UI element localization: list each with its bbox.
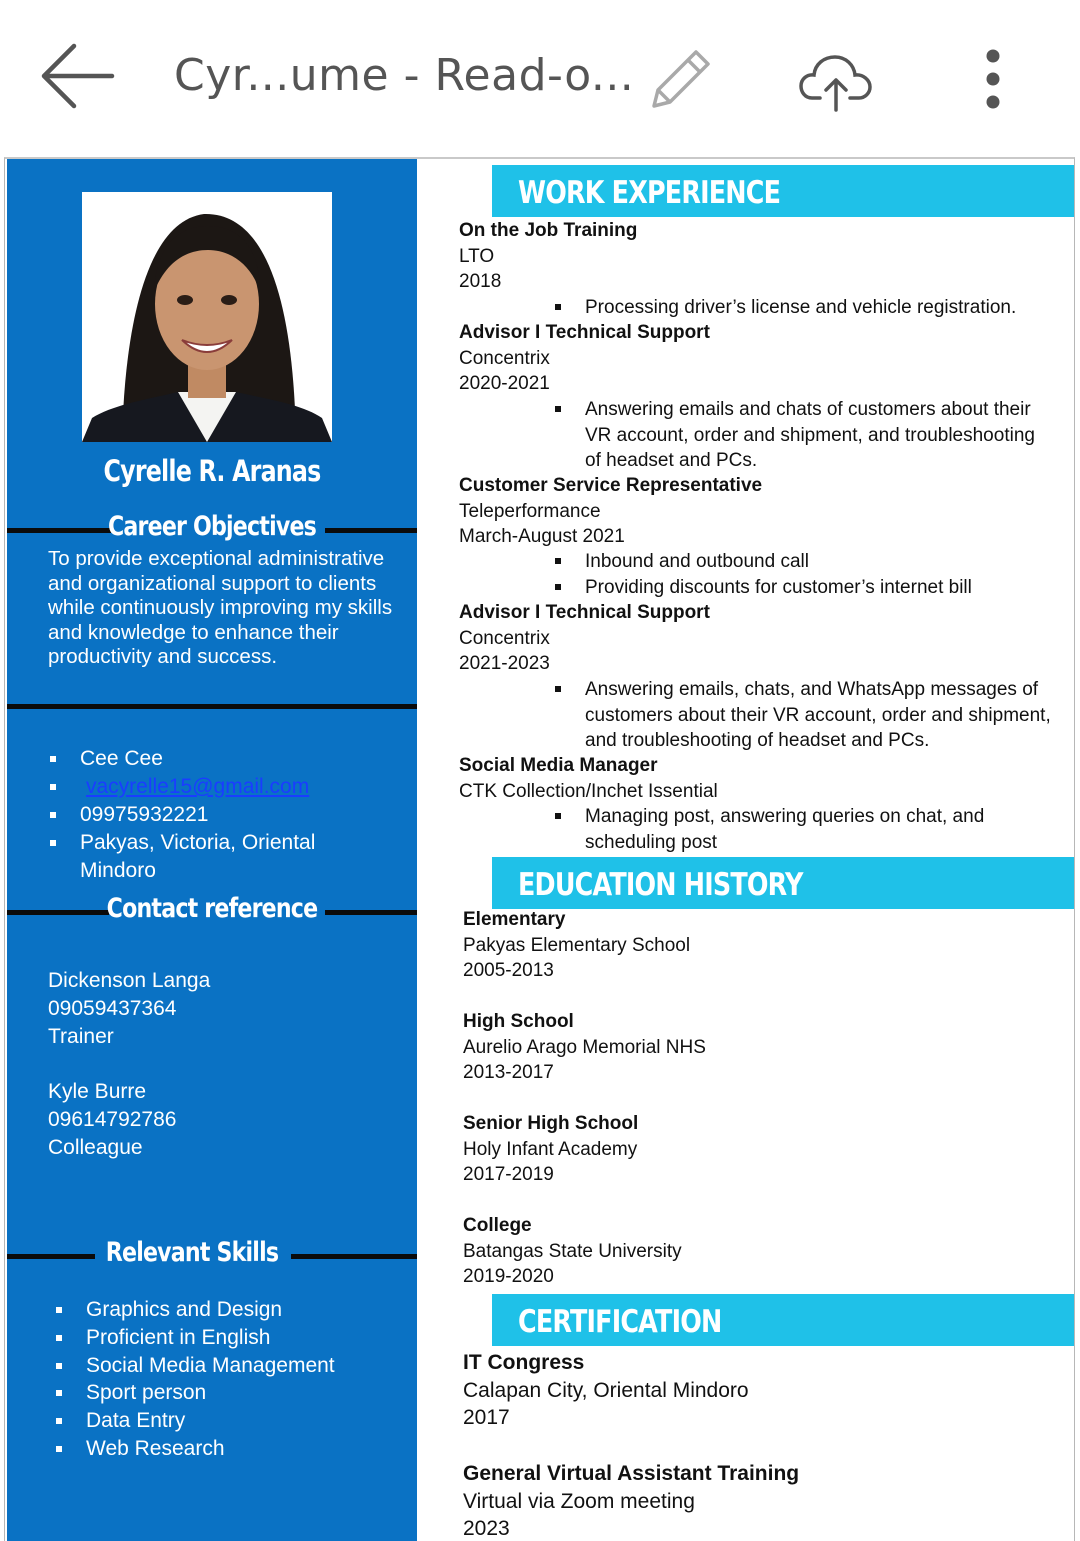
- job-title: Social Media Manager: [459, 755, 658, 776]
- job-company: Concentrix: [459, 627, 550, 649]
- job-company: CTK Collection/Inchet Issential: [459, 780, 718, 802]
- job-bullet-text: Answering emails and chats of customers about their VR account, order and shipment, and troubleshooting of headset and PCs.: [585, 399, 1035, 471]
- document-page[interactable]: [4, 157, 1075, 1541]
- education-entry: [463, 1111, 638, 1188]
- relevant-skills-heading: Relevant Skills: [105, 1237, 279, 1268]
- job-bullet: [585, 804, 1025, 855]
- bullet-square-icon: [555, 406, 561, 412]
- relevant-skills-header: [7, 1237, 417, 1277]
- education-level: Elementary: [463, 909, 566, 930]
- arrow-left-icon[interactable]: [40, 42, 116, 110]
- more-vertical-icon[interactable]: [976, 48, 1010, 110]
- education-entry: [463, 1213, 682, 1290]
- job-title: Customer Service Representative: [459, 475, 763, 496]
- skill-item: Web Research: [54, 1435, 394, 1463]
- reference-role: Trainer: [48, 1024, 114, 1048]
- work-entry: [459, 753, 718, 804]
- job-bullet: [585, 677, 1055, 754]
- work-entry: [459, 320, 710, 397]
- certification-entry: [463, 1349, 749, 1432]
- job-bullet: [585, 549, 1055, 575]
- work-experience-banner: [492, 165, 1074, 217]
- contact-phone: 09975932221: [48, 801, 388, 829]
- education-years: 2013-2017: [463, 1062, 554, 1083]
- education-school: Holy Infant Academy: [463, 1138, 638, 1160]
- education-level: College: [463, 1215, 532, 1236]
- job-company: LTO: [459, 245, 495, 267]
- reference-list: [48, 967, 210, 1162]
- reference-phone: 09614792786: [48, 1108, 177, 1132]
- job-company: Teleperformance: [459, 500, 601, 522]
- job-bullet-text: Processing driver’s license and vehicle registration.: [585, 297, 1017, 318]
- job-title: On the Job Training: [459, 220, 638, 241]
- contact-reference-heading: Contact reference: [106, 893, 318, 924]
- job-bullet-text: Managing post, answering queries on chat, and scheduling post: [585, 806, 985, 853]
- contact-reference-header: [7, 893, 417, 933]
- education-years: 2005-2013: [463, 960, 554, 981]
- work-experience-heading: WORK EXPERIENCE: [518, 175, 781, 211]
- education-history-heading: EDUCATION HISTORY: [518, 867, 803, 903]
- reference-name: Kyle Burre: [48, 1080, 147, 1104]
- education-level: Senior High School: [463, 1113, 639, 1134]
- pencil-icon[interactable]: [644, 44, 716, 112]
- skill-item: Social Media Management: [54, 1352, 394, 1380]
- job-date: March-August 2021: [459, 526, 625, 547]
- education-years: 2019-2020: [463, 1266, 554, 1287]
- education-school: Aurelio Arago Memorial NHS: [463, 1036, 706, 1058]
- contact-address: Pakyas, Victoria, Oriental Mindoro: [48, 829, 388, 885]
- certification-entry: [463, 1460, 799, 1541]
- bullet-square-icon: [555, 813, 561, 819]
- divider-line: [7, 704, 417, 709]
- skill-item: Proficient in English: [54, 1324, 394, 1352]
- job-title: Advisor I Technical Support: [459, 602, 710, 623]
- job-bullet-text: Providing discounts for customer’s internet bill: [585, 577, 972, 598]
- certification-year: 2023: [463, 1517, 510, 1541]
- bullet-square-icon: [555, 584, 561, 590]
- education-school: Pakyas Elementary School: [463, 934, 691, 956]
- education-history-banner: [492, 857, 1074, 909]
- cloud-upload-icon[interactable]: [798, 52, 874, 112]
- app-bar: [0, 0, 1080, 157]
- work-entry: [459, 218, 637, 295]
- profile-photo: [82, 192, 332, 442]
- certification-heading: CERTIFICATION: [518, 1304, 722, 1340]
- certification-title: General Virtual Assistant Training: [463, 1462, 800, 1485]
- contact-email: [48, 773, 388, 801]
- bullet-square-icon: [555, 558, 561, 564]
- work-entry: [459, 600, 710, 677]
- resume-sidebar: [7, 159, 417, 1541]
- skill-item: Sport person: [54, 1379, 394, 1407]
- skill-item: Graphics and Design: [54, 1296, 394, 1324]
- job-bullet: [585, 575, 1055, 601]
- contact-list: [48, 745, 388, 885]
- email-link[interactable]: vacyrelle15@gmail.com: [86, 775, 310, 798]
- career-objectives-heading: Career Objectives: [107, 511, 317, 542]
- job-bullet: [585, 397, 1055, 474]
- reference-name: Dickenson Langa: [48, 969, 211, 992]
- education-entry: [463, 907, 690, 984]
- job-bullet: [585, 295, 1055, 321]
- job-date: 2018: [459, 271, 502, 292]
- education-school: Batangas State University: [463, 1240, 682, 1262]
- career-objective-text: To provide exceptional administrative and organizational support to clients while continuously improving my skills and knowledge to enhance their productivity and success.: [48, 547, 393, 669]
- certification-year: 2017: [463, 1406, 510, 1430]
- career-objectives-header: [7, 511, 417, 551]
- education-entry: [463, 1009, 706, 1086]
- skill-item: Data Entry: [54, 1407, 394, 1435]
- job-date: 2021-2023: [459, 653, 550, 674]
- work-entry: [459, 473, 762, 550]
- reference-phone: 09059437364: [48, 996, 177, 1020]
- reference-role: Colleague: [48, 1135, 143, 1159]
- contact-nickname: Cee Cee: [48, 745, 388, 773]
- candidate-name: Cyrelle R. Aranas: [103, 454, 321, 488]
- document-title: Cyr...ume - Read-o...: [174, 50, 635, 101]
- job-bullet-text: Answering emails, chats, and WhatsApp messages of customers about their VR account, order and shipment, and troubleshooting of headset and PCs.: [585, 679, 1051, 751]
- job-company: Concentrix: [459, 347, 550, 369]
- education-years: 2017-2019: [463, 1164, 554, 1185]
- skills-list: [54, 1296, 394, 1463]
- bullet-square-icon: [555, 304, 561, 310]
- certification-banner: [492, 1294, 1074, 1346]
- job-date: 2020-2021: [459, 373, 550, 394]
- certification-place: Virtual via Zoom meeting: [463, 1489, 695, 1513]
- job-bullet-text: Inbound and outbound call: [585, 551, 809, 572]
- job-title: Advisor I Technical Support: [459, 322, 710, 343]
- bullet-square-icon: [555, 686, 561, 692]
- certification-place: Calapan City, Oriental Mindoro: [463, 1378, 749, 1402]
- education-level: High School: [463, 1011, 574, 1032]
- certification-title: IT Congress: [463, 1351, 585, 1374]
